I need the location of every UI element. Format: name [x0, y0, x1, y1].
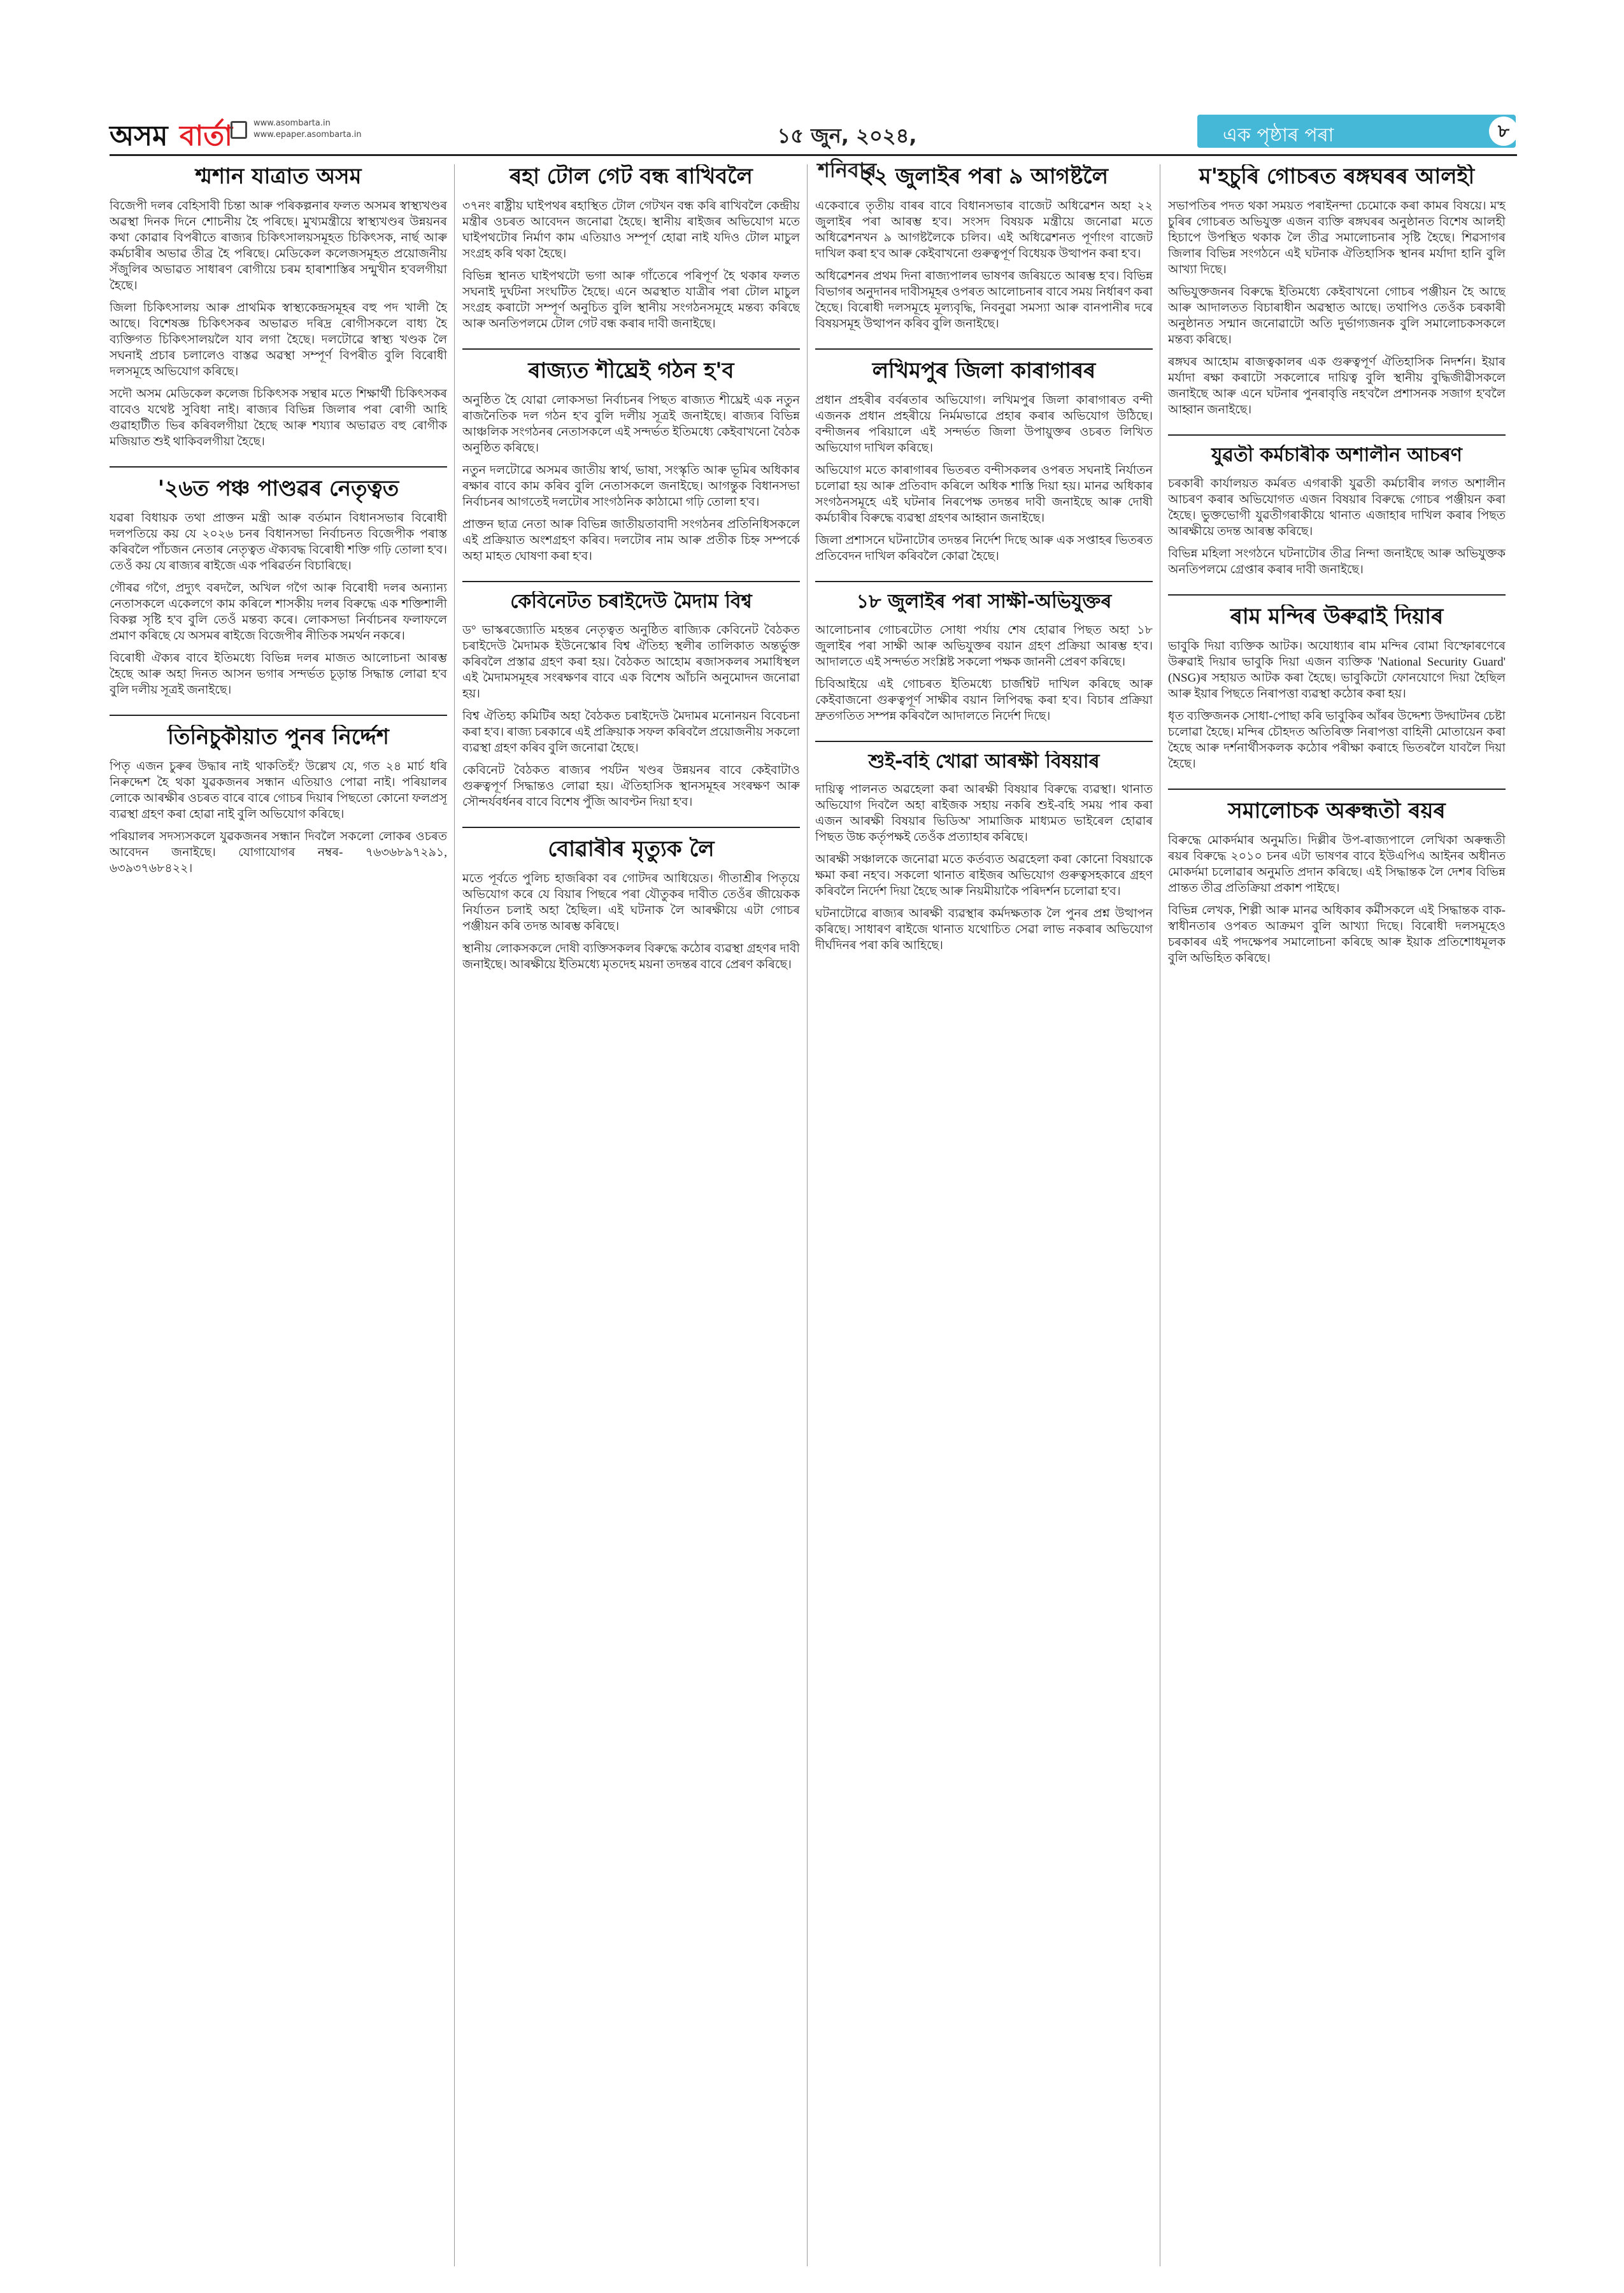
- article-cremation: [110, 164, 447, 456]
- article-text: ৰঙ্গঘৰ আহোম ৰাজত্বকালৰ এক গুৰুত্বপূৰ্ণ ঐতিহাসিক নিদৰ্শন। ইয়াৰ মৰ্যাদা ৰক্ষা কৰাটো সকলোৰে দায়িত্ব বুলি স্থানীয় বুদ্ধিজীৱীসকলে জনাইছে আৰু এনে ঘটনাৰ পুনৰাবৃত্তি নহ'বলৈ প্ৰশাসনক সজাগ হ'বলৈ আহ্বান জনাইছে।: [1168, 355, 1506, 417]
- headline: লখিমপুৰ জিলা কাৰাগাৰৰ: [872, 359, 1096, 384]
- article-text: বিভিন্ন লেখক, শিল্পী আৰু মানৱ অধিকাৰ কৰ্মীসকলে এই সিদ্ধান্তক বাক-স্বাধীনতাৰ ওপৰত আক্ৰমণ বুলি আখ্যা দিছে। বিৰোধী দলসমূহেও চৰকাৰৰ এই পদক্ষেপৰ সমালোচনা কৰিছে আৰু ইয়াক প্ৰতিশোধমূলক বুলি অভিহিত কৰিছে।: [1168, 903, 1506, 965]
- article-ram-mandir: [1168, 604, 1506, 778]
- page-number: ৮: [1489, 117, 1518, 146]
- article-buffalo-theft: [1168, 164, 1506, 424]
- article-text: নতুন দলটোৱে অসমৰ জাতীয় স্বাৰ্থ, ভাষা, সংস্কৃতি আৰু ভূমিৰ অধিকাৰ ৰক্ষাৰ বাবে কাম কৰিব বুলি নেতাসকলে জনাইছে। আগন্তুক বিধানসভা নিৰ্বাচনৰ আগতেই দলটোৰ সাংগঠনিক কাঠামো গঢ়ি তোলা হ'ব।: [462, 464, 800, 510]
- epaper-url: www.epaper.asombarta.in: [253, 130, 362, 139]
- article-text: জিলা প্ৰশাসনে ঘটনাটোৰ তদন্তৰ নিৰ্দেশ দিছে আৰু এক সপ্তাহৰ ভিতৰত প্ৰতিবেদন দাখিল কৰিবলৈ কোৱা হৈছে।: [815, 534, 1153, 564]
- article-witness-accused: [815, 591, 1153, 731]
- article-text: প্ৰধান প্ৰহৰীৰ বৰ্বৰতাৰ অভিযোগ। লখিমপুৰ জিলা কাৰাগাৰত বন্দী এজনক প্ৰধান প্ৰহৰীয়ে নিৰ্মমভাৱে প্ৰহাৰ কৰাৰ অভিযোগ উঠিছে। বন্দীজনৰ পৰিয়ালে এই সন্দৰ্ভত জিলা উপায়ুক্তৰ ওচৰত লিখিত অভিযোগ দাখিল কৰিছে।: [815, 394, 1153, 455]
- article-text: স্থানীয় লোকসকলে দোষী ব্যক্তিসকলৰ বিৰুদ্ধে কঠোৰ ব্যৱস্থা গ্ৰহণৰ দাবী জনাইছে। আৰক্ষীয়ে ইতিমধ্যে মৃতদেহ ময়না তদন্তৰ বাবে প্ৰেৰণ কৰিছে।: [462, 941, 800, 971]
- article-text: অধিৱেশনৰ প্ৰথম দিনা ৰাজ্যপালৰ ভাষণৰ জৰিয়তে আৰম্ভ হ'ব। বিভিন্ন বিভাগৰ অনুদানৰ দাবীসমূহৰ ওপৰত আলোচনাৰ বাবে সময় নিৰ্ধাৰণ কৰা হৈছে। বিৰোধী দলসমূহে মূল্যবৃদ্ধি, নিবনুৱা সমস্যা আৰু বানপানীৰ দৰে বিষয়সমূহ উত্থাপন কৰিব বুলি জনাইছে।: [815, 269, 1153, 331]
- article-panch-pandav: [110, 476, 447, 704]
- headline: কেবিনেটত চৰাইদেউ মৈদাম বিশ্ব: [510, 591, 752, 613]
- article-divider: [815, 741, 1153, 742]
- section-bar: [1197, 115, 1516, 148]
- article-text: পিতৃ এজন চুৰুৰ উদ্ধাৰ নাই থাকতিহঁ? উল্লেখ যে, গত ২৪ মাৰ্চ ধৰি নিৰুদ্দেশ হৈ থকা যুৱকজনৰ সন্ধান এতিয়াও পোৱা নাই। পৰিয়ালৰ লোকে আৰক্ষীৰ ওচৰত বাৰে বাৰে গোচৰ দিয়াৰ পিছতো কোনো ফলপ্ৰসূ ব্যৱস্থা গ্ৰহণ কৰা হোৱা নাই বুলি অভিযোগ কৰিছে।: [110, 760, 447, 822]
- headline: ২২ জুলাইৰ পৰা ৯ আগষ্টলৈ: [859, 164, 1109, 189]
- website-url: www.asombarta.in: [253, 118, 331, 128]
- article-divider: [462, 348, 800, 350]
- article-text: সভাপতিৰ পদত থকা সময়ত পৰাইনন্দা চেমোকে কৰা কামৰ বিষয়ে। ম'হ চুৰিৰ গোচৰত অভিযুক্ত এজন ব্যক্তি ৰঙ্গঘৰৰ অনুষ্ঠানত বিশেষ আলহী হিচাপে উপস্থিত থকাক লৈ তীব্ৰ সমালোচনাৰ সৃষ্টি হৈছে। শিৱসাগৰ জিলাৰ বিভিন্ন সংগঠনে এই ঘটনাক ঐতিহাসিক স্থানৰ মৰ্যাদা হানি বুলি আখ্যা দিছে।: [1168, 199, 1506, 277]
- headline: সমালোচক অৰুন্ধতী ৰয়ৰ: [1228, 798, 1446, 824]
- article-text: চৰকাৰী কাৰ্যালয়ত কৰ্মৰত এগৰাকী যুৱতী কৰ্মচাৰীৰ লগত অশালীন আচৰণ কৰাৰ অভিযোগত এজন বিষয়াৰ বিৰুদ্ধে গোচৰ পঞ্জীয়ন কৰা হৈছে। ভুক্তভোগী যুৱতীগৰাকীয়ে থানাত এজাহাৰ দাখিল কৰাৰ পিছত আৰক্ষীয়ে তদন্ত আৰম্ভ কৰিছে।: [1168, 476, 1506, 538]
- website-list: [253, 118, 362, 141]
- web-icon: [231, 121, 247, 139]
- article-divider: [110, 715, 447, 716]
- headline: ১৮ জুলাইৰ পৰা সাক্ষী-অভিযুক্তৰ: [856, 591, 1112, 613]
- article-text: চিবিআইয়ে এই গোচৰত ইতিমধ্যে চাৰ্জশ্বিট দাখিল কৰিছে আৰু কেইবাজনো গুৰুত্বপূৰ্ণ সাক্ষীৰ বয়ান লিপিবদ্ধ কৰা হ'ব। বিচাৰ প্ৰক্ৰিয়া দ্ৰুতগতিত সম্পন্ন কৰিবলৈ আদালতে নিৰ্দেশ দিছে।: [815, 677, 1153, 723]
- article-text: অভিযোগ মতে কাৰাগাৰৰ ভিতৰত বন্দীসকলৰ ওপৰত সঘনাই নিৰ্যাতন চলোৱা হয় আৰু প্ৰতিবাদ কৰিলে অধিক শাস্তি দিয়া হয়। মানৱ অধিকাৰ সংগঠনসমূহে এই ঘটনাৰ নিৰপেক্ষ তদন্তৰ দাবী জনাইছে আৰু দোষী কৰ্মচাৰীৰ বিৰুদ্ধে ব্যৱস্থা গ্ৰহণৰ আহ্বান জনাইছে।: [815, 464, 1153, 525]
- article-text: গৌৰৱ গগৈ, প্ৰদ্যুৎ বৰদলৈ, অখিল গগৈ আৰু বিৰোধী দলৰ অন্যান্য নেতাসকলে একেলগে কাম কৰিলে শাসকীয় দলৰ বিৰুদ্ধে এক শক্তিশালী বিকল্প সৃষ্টি হ'ব বুলি তেওঁ মন্তব্য কৰে। লোকসভা নিৰ্বাচনৰ ফলাফলে প্ৰমাণ কৰিছে যে অসমৰ ৰাইজে বিজেপীৰ নীতিক সমৰ্থন নকৰে।: [110, 582, 447, 643]
- article-divider: [1168, 789, 1506, 790]
- column-divider: [807, 164, 808, 2266]
- headline: তিনিচুকীয়াত পুনৰ নিৰ্দ্দেশ: [167, 725, 389, 750]
- article-text: কেবিনেট বৈঠকত ৰাজ্যৰ পৰ্যটন খণ্ডৰ উন্নয়নৰ বাবে কেইবাটাও গুৰুত্বপূৰ্ণ সিদ্ধান্তও লোৱা হয়। ঐতিহাসিক স্থানসমূহৰ সংৰক্ষণ আৰু সৌন্দৰ্যবৰ্ধনৰ বাবে বিশেষ পুঁজি আবণ্টন দিয়া হ'ব।: [462, 763, 800, 809]
- article-toll-gate: [462, 164, 800, 338]
- headline: ম'হচুৰি গোচৰত ৰঙ্গঘৰৰ আলহী: [1199, 164, 1475, 189]
- newspaper-logo: [110, 115, 233, 152]
- article-woman-employee: [1168, 445, 1506, 584]
- article-text: ধৃত ব্যক্তিজনক সোধা-পোছা কৰি ভাবুকিৰ আঁৰৰ উদ্দেশ্য উদ্ঘাটনৰ চেষ্টা চলোৱা হৈছে। মন্দিৰ চৌহদত অতিৰিক্ত নিৰাপত্তা বাহিনী মোতায়েন কৰা হৈছে আৰু দৰ্শনাৰ্থীসকলক কঠোৰ পৰীক্ষা কৰাহে ভিতৰলৈ যাবলৈ দিয়া হৈছে।: [1168, 709, 1506, 771]
- logo-part-1: অসম: [110, 120, 168, 152]
- column-3: [815, 164, 1153, 2266]
- article-divider: [110, 466, 447, 468]
- headline: শুই-বহি খোৱা আৰক্ষী বিষয়াৰ: [868, 750, 1100, 773]
- article-new-party: [462, 359, 800, 571]
- article-text: ড° ভাস্কৰজ্যোতি মহন্তৰ নেতৃত্বত অনুষ্ঠিত ৰাজ্যিক কেবিনেট বৈঠকত চৰাইদেউ মৈদামক ইউনেস্কোৰ বিশ্ব ঐতিহ্য স্থলীৰ তালিকাত অন্তৰ্ভুক্ত কৰিবলৈ প্ৰস্তাৱ গ্ৰহণ কৰা হয়। বৈঠকত আহোম ৰজাসকলৰ সমাধিস্থল এই মৈদামসমূহৰ সংৰক্ষণৰ বাবে এক বিশেষ আঁচনি অনুমোদন জনোৱা হয়।: [462, 623, 800, 701]
- column-2: [462, 164, 800, 2266]
- article-police-officer: [815, 751, 1153, 961]
- article-text: পৰিয়ালৰ সদস্যসকলে যুৱকজনৰ সন্ধান দিবলৈ সকলো লোকৰ ওচৰত আবেদন জনাইছে। যোগাযোগৰ নম্বৰ- ৭৬৩৬৮৯৭২৯১, ৬৩৯৩৭৬৮৪২২।: [110, 830, 447, 876]
- headline: ৰহা টোল গেট বন্ধ ৰাখিবলৈ: [509, 164, 753, 189]
- article-text: জিলা চিকিৎসালয় আৰু প্ৰাথমিক স্বাস্থ্যকেন্দ্ৰসমূহৰ বহু পদ খালী হৈ আছে। বিশেষজ্ঞ চিকিৎসকৰ অভাৱত দৰিদ্ৰ ৰোগীসকলে বাধ্য হৈ ব্যক্তিগত চিকিৎসালয়লৈ যাব লগা হৈছে। দলটোৱে স্বাস্থ্য খণ্ডক লৈ সঘনাই প্ৰচাৰ চলালেও বাস্তৱ অৱস্থা সম্পূৰ্ণ বিপৰীত বুলি বিৰোধী দলসমূহে অভিযোগ কৰিছে।: [110, 301, 447, 379]
- masthead-rule: [110, 154, 1517, 156]
- article-divider: [1168, 434, 1506, 436]
- article-text: বিশ্ব ঐতিহ্য কমিটিৰ অহা বৈঠকত চৰাইদেউ মৈদামৰ মনোনয়ন বিবেচনা কৰা হ'ব। ৰাজ্য চৰকাৰে এই প্ৰক্ৰিয়াক সফল কৰিবলৈ প্ৰয়োজনীয় সকলো ব্যৱস্থা গ্ৰহণ কৰিব বুলি জনোৱা হৈছে।: [462, 709, 800, 755]
- section-label: এক পৃষ্ঠাৰ পৰা: [1223, 124, 1334, 146]
- article-text: প্ৰাক্তন ছাত্ৰ নেতা আৰু বিভিন্ন জাতীয়তাবাদী সংগঠনৰ প্ৰতিনিধিসকলে এই প্ৰক্ৰিয়াত অংশগ্ৰহণ কৰিব। দলটোৰ নাম আৰু প্ৰতীক চিহ্ন সম্পৰ্কে অহা মাহত ঘোষণা কৰা হ'ব।: [462, 518, 800, 564]
- article-divider: [462, 581, 800, 582]
- article-text: ৩৭নং ৰাষ্ট্ৰীয় ঘাইপথৰ ৰহাস্থিত টোল গেটখন বন্ধ কৰি ৰাখিবলৈ কেন্দ্ৰীয় মন্ত্ৰীৰ ওচৰত আবেদন জনোৱা হৈছে। স্থানীয় ৰাইজৰ অভিযোগ মতে ঘাইপথটোৰ নিৰ্মাণ কাম এতিয়াও সম্পূৰ্ণ হোৱা নাই যদিও টোল মাচুল সংগ্ৰহ কৰি থকা হৈছে।: [462, 199, 800, 261]
- logo-part-2: বার্তা: [180, 120, 233, 152]
- article-text: দায়িত্ব পালনত অৱহেলা কৰা আৰক্ষী বিষয়াৰ বিৰুদ্ধে ব্যৱস্থা। থানাত অভিযোগ দিবলৈ অহা ৰাইজক সহায় নকৰি শুই-বহি সময় পাৰ কৰা এজন আৰক্ষী বিষয়াৰ ভিডিঅ' সামাজিক মাধ্যমত ভাইৰেল হোৱাৰ পিছত উচ্চ কৰ্তৃপক্ষই তেওঁক প্ৰত্যাহাৰ কৰিছে।: [815, 783, 1153, 845]
- article-text: বিৰোধী ঐক্যৰ বাবে ইতিমধ্যে বিভিন্ন দলৰ মাজত আলোচনা আৰম্ভ হৈছে আৰু অহা দিনত আসন ভগাৰ সন্দৰ্ভত চূড়ান্ত সিদ্ধান্ত লোৱা হ'ব বুলি দলীয় সূত্ৰই জনাইছে।: [110, 652, 447, 697]
- headline: ৰাম মন্দিৰ উৰুৱাই দিয়াৰ: [1230, 604, 1444, 629]
- article-text: যৱৰা বিধায়ক তথা প্ৰাক্তন মন্ত্ৰী আৰু বৰ্তমান বিধানসভাৰ বিৰোধী দলপতিয়ে কয় যে ২০২৬ চনৰ বিধানসভা নিৰ্বাচনত বিজেপীক পৰাস্ত কৰিবলৈ পাঁচজন নেতাৰ নেতৃত্বত ঐক্যবদ্ধ বিৰোধী শক্তি গঢ়ি তোলা হ'ব। তেওঁ কয় যে ৰাজ্যৰ ৰাইজে এক পৰিৱৰ্তন বিচাৰিছে।: [110, 511, 447, 573]
- article-arundhati-roy: [1168, 799, 1506, 973]
- article-text: বিভিন্ন মহিলা সংগঠনে ঘটনাটোৰ তীব্ৰ নিন্দা জনাইছে আৰু অভিযুক্তক অনতিপলমে গ্ৰেপ্তাৰ কৰাৰ দাবী জনাইছে।: [1168, 546, 1506, 576]
- article-text: আৰক্ষী সঞ্চালকে জনোৱা মতে কৰ্তব্যত অৱহেলা কৰা কোনো বিষয়াকে ক্ষমা কৰা নহ'ব। সকলো থানাত ৰাইজৰ অভিযোগ গুৰুত্বসহকাৰে গ্ৰহণ কৰিবলৈ নিৰ্দেশ দিয়া হৈছে আৰু নিয়মীয়াকৈ পৰিদৰ্শন চলোৱা হ'ব।: [815, 853, 1153, 899]
- article-text: বিজেপী দলৰ বেহিসাবী চিন্তা আৰু পৰিকল্পনাৰ ফলত অসমৰ স্বাস্থ্যখণ্ডৰ অৱস্থা দিনক দিনে শোচনীয় হৈ পৰিছে। মুখ্যমন্ত্ৰীয়ে স্বাস্থ্যখণ্ডৰ উন্নয়নৰ কথা কোৱাৰ বিপৰীতে ৰাজ্যৰ চিকিৎসালয়সমূহত চিকিৎসক, নাৰ্ছ আৰু কৰ্মচাৰীৰ অভাৱ তীব্ৰ হৈ পৰিছে। মেডিকেল কলেজসমূহত প্ৰয়োজনীয় সঁজুলিৰ অভাৱত সাধাৰণ ৰোগীয়ে চৰম হাৰাশাস্তিৰ সন্মুখীন হ'বলগীয়া হৈছে।: [110, 199, 447, 293]
- article-text: অনুষ্ঠিত হৈ যোৱা লোকসভা নিৰ্বাচনৰ পিছত ৰাজ্যত শীঘ্ৰেই এক নতুন ৰাজনৈতিক দল গঠন হ'ব বুলি দলীয় সূত্ৰই জনাইছে। ৰাজ্যৰ বিভিন্ন আঞ্চলিক সংগঠনৰ নেতাসকলে এই সন্দৰ্ভত ইতিমধ্যে কেইবাখনো বৈঠক অনুষ্ঠিত কৰিছে।: [462, 394, 800, 455]
- article-text: বিৰুদ্ধে মোকৰ্দমাৰ অনুমতি। দিল্লীৰ উপ-ৰাজ্যপালে লেখিকা অৰুন্ধতী ৰয়ৰ বিৰুদ্ধে ২০১০ চনৰ এটা ভাষণৰ বাবে ইউএপিএ আইনৰ অধীনত মোকৰ্দমা চলোৱাৰ অনুমতি প্ৰদান কৰিছে। এই সিদ্ধান্তক লৈ দেশৰ বিভিন্ন প্ৰান্তত তীব্ৰ প্ৰতিক্ৰিয়া প্ৰকাশ পাইছে।: [1168, 833, 1506, 895]
- article-text: সদৌ অসম মেডিকেল কলেজ চিকিৎসক সন্থাৰ মতে শিক্ষাৰ্থী চিকিৎসকৰ বাবেও যথেষ্ট সুবিধা নাই। ৰাজ্যৰ বিভিন্ন জিলাৰ পৰা ৰোগী আহি গুৱাহাটীত ভিৰ কৰিবলগীয়া হৈছে আৰু শয্যাৰ অভাৱত বহু ৰোগীক মজিয়াত শুই থাকিবলগীয়া হৈছে।: [110, 387, 447, 449]
- article-text: আলোচনাৰ গোচৰটোত সোধা পৰ্যায় শেষ হোৱাৰ পিছত অহা ১৮ জুলাইৰ পৰা সাক্ষী আৰু অভিযুক্তৰ বয়ান গ্ৰহণ প্ৰক্ৰিয়া আৰম্ভ হ'ব। আদালতে এই সন্দৰ্ভত সংশ্লিষ্ট সকলো পক্ষক জাননী প্ৰেৰণ কৰিছে।: [815, 623, 1153, 669]
- article-tinsukia: [110, 725, 447, 883]
- article-divider: [815, 348, 1153, 350]
- article-text: ভাবুকি দিয়া ব্যক্তিক আটক। অযোধ্যাৰ ৰাম মন্দিৰ বোমা বিস্ফোৰণেৰে উৰুৱাই দিয়াৰ ভাবুকি দিয়া এজন ব্যক্তিক 'National Security Guard' (NSG)ৰ সহায়ত আটক কৰা হৈছে। ভাবুকিটো ফোনযোগে দিয়া হৈছিল আৰু ইয়াৰ পিছতে নিৰাপত্তা ব্যৱস্থা কঠোৰ কৰা হয়।: [1168, 639, 1506, 701]
- article-divider: [815, 581, 1153, 582]
- column-1: [110, 164, 447, 2266]
- article-divider: [462, 827, 800, 828]
- headline: ৰাজ্যত শীঘ্ৰেই গঠন হ'ব: [528, 359, 734, 384]
- article-assembly-session: [815, 164, 1153, 338]
- column-4: [1168, 164, 1506, 2266]
- issue-date: ১৫ জুন, ২০২৪, শনিবাৰ: [777, 124, 917, 182]
- article-lakhimpur-jail: [815, 359, 1153, 571]
- article-text: একেবাৰে তৃতীয় বাৰৰ বাবে বিধানসভাৰ বাজেট অধিৱেশন অহা ২২ জুলাইৰ পৰা আৰম্ভ হ'ব। সংসদ বিষয়ক মন্ত্ৰীয়ে জনোৱা মতে অধিৱেশনখন ৯ আগষ্টলৈকে চলিব। এই অধিৱেশনত পূৰ্ণাংগ বাজেট দাখিল কৰা হ'ব আৰু কেইবাখনো গুৰুত্বপূৰ্ণ বিধেয়ক উত্থাপন কৰা হ'ব।: [815, 199, 1153, 261]
- headline: '২৬ত পঞ্চ পাণ্ডৱৰ নেতৃত্বত: [157, 476, 399, 502]
- column-divider: [454, 164, 455, 2266]
- article-text: ঘটনাটোৱে ৰাজ্যৰ আৰক্ষী ব্যৱস্থাৰ কৰ্মদক্ষতাক লৈ পুনৰ প্ৰশ্ন উত্থাপন কৰিছে। সাধাৰণ ৰাইজে থানাত যথোচিত সেৱা লাভ নকৰাৰ অভিযোগ দীৰ্ঘদিনৰ পৰা কৰি আহিছে।: [815, 907, 1153, 953]
- article-divider: [1168, 594, 1506, 596]
- article-text: অভিযুক্তজনৰ বিৰুদ্ধে ইতিমধ্যে কেইবাখনো গোচৰ পঞ্জীয়ন হৈ আছে আৰু আদালতত বিচাৰাধীন অৱস্থাত আছে। তথাপিও তেওঁক চৰকাৰী অনুষ্ঠানত সন্মান জনোৱাটো অতি দুৰ্ভাগ্যজনক বুলি সমালোচকসকলে মন্তব্য কৰিছে।: [1168, 285, 1506, 347]
- article-text: বিভিন্ন স্থানত ঘাইপথটো ভগা আৰু গাঁতেৰে পৰিপূৰ্ণ হৈ থকাৰ ফলত সঘনাই দুৰ্ঘটনা সংঘটিত হৈছে। এনে অৱস্থাত যাত্ৰীৰ পৰা টোল মাচুল সংগ্ৰহ কৰাটো সম্পূৰ্ণ অনুচিত বুলি স্থানীয় সংগঠনসমূহে মন্তব্য কৰিছে আৰু অনতিপলমে টোল গেট বন্ধ কৰাৰ দাবী জনাইছে।: [462, 269, 800, 331]
- article-charaideo-maidam: [462, 591, 800, 817]
- headline: শ্মশান যাত্ৰাত অসম: [195, 164, 362, 189]
- article-bride-death: [462, 837, 800, 979]
- headline: বোৱাৰীৰ মৃত্যুক লৈ: [548, 836, 715, 862]
- article-text: মতে পূৰ্বতে পুলিচ হাজৰিকা বৰ গোটদৰ আধিয়েত। গীতাশ্ৰীৰ পিতৃয়ে অভিযোগ কৰে যে বিয়াৰ পিছৰে পৰা যৌতুকৰ দাবীত তেওঁৰ জীয়েকক নিৰ্যাতন চলাই অহা হৈছিল। এই ঘটনাক লৈ আৰক্ষীয়ে এটা গোচৰ পঞ্জীয়ন কৰি তদন্ত আৰম্ভ কৰিছে।: [462, 871, 800, 933]
- headline: যুৱতী কৰ্মচাৰীক অশালীন আচৰণ: [1211, 445, 1462, 467]
